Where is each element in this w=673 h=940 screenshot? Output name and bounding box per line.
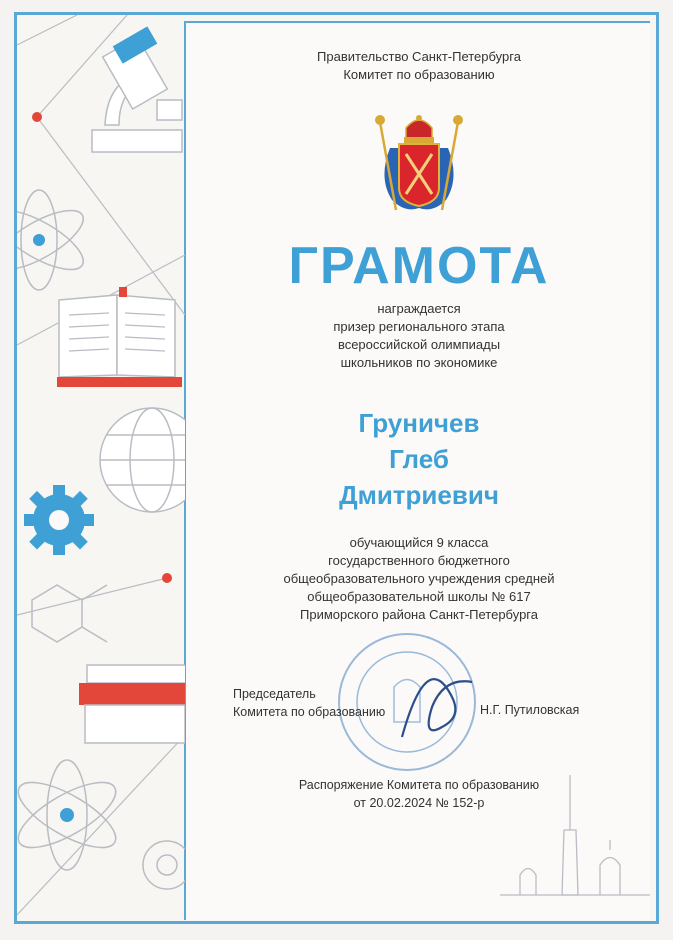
recipient-patronymic: Дмитриевич bbox=[339, 480, 499, 510]
atom-icon bbox=[17, 190, 91, 290]
student-line: Приморского района Санкт-Петербурга bbox=[300, 607, 538, 622]
student-line: обучающийся 9 класса bbox=[349, 535, 489, 550]
document-title: ГРАМОТА bbox=[288, 237, 550, 295]
student-line: общеобразовательной школы № 617 bbox=[307, 589, 531, 604]
book-stack-icon bbox=[79, 665, 185, 743]
order-line: Распоряжение Комитета по образованию bbox=[298, 778, 540, 792]
red-node-dot bbox=[32, 112, 42, 122]
molecule-icon bbox=[32, 585, 107, 642]
decorative-science-strip bbox=[17, 15, 185, 921]
student-line: государственного бюджетного bbox=[328, 553, 510, 568]
red-node-dot bbox=[162, 573, 172, 583]
role-line: Председатель bbox=[233, 687, 316, 701]
issuing-organization bbox=[186, 48, 652, 84]
student-line: общеобразовательного учреждения средней bbox=[283, 571, 555, 586]
open-book-icon bbox=[57, 287, 182, 387]
city-skyline-icon bbox=[500, 770, 650, 900]
st-petersburg-coat-of-arms-icon bbox=[370, 108, 468, 218]
award-text bbox=[186, 300, 652, 372]
signatory-role bbox=[233, 685, 385, 721]
signatory-name: Н.Г. Путиловская bbox=[480, 703, 580, 717]
award-line: награждается bbox=[377, 301, 461, 316]
recipient-first-name: Глеб bbox=[389, 444, 449, 474]
recipient-surname: Груничев bbox=[358, 408, 480, 438]
gear-outline-icon bbox=[143, 841, 185, 889]
student-info bbox=[186, 534, 652, 624]
globe-icon bbox=[100, 408, 185, 512]
org-line: Комитет по образованию bbox=[343, 67, 495, 82]
award-line: призер регионального этапа bbox=[333, 319, 505, 334]
role-line: Комитета по образованию bbox=[233, 705, 386, 719]
award-line: школьников по экономике bbox=[340, 355, 498, 370]
award-line: всероссийской олимпиады bbox=[337, 337, 501, 352]
order-line: от 20.02.2024 № 152-р bbox=[353, 796, 485, 810]
org-line: Правительство Санкт-Петербурга bbox=[317, 49, 521, 64]
gear-icon bbox=[24, 485, 94, 555]
recipient-name bbox=[186, 405, 652, 513]
